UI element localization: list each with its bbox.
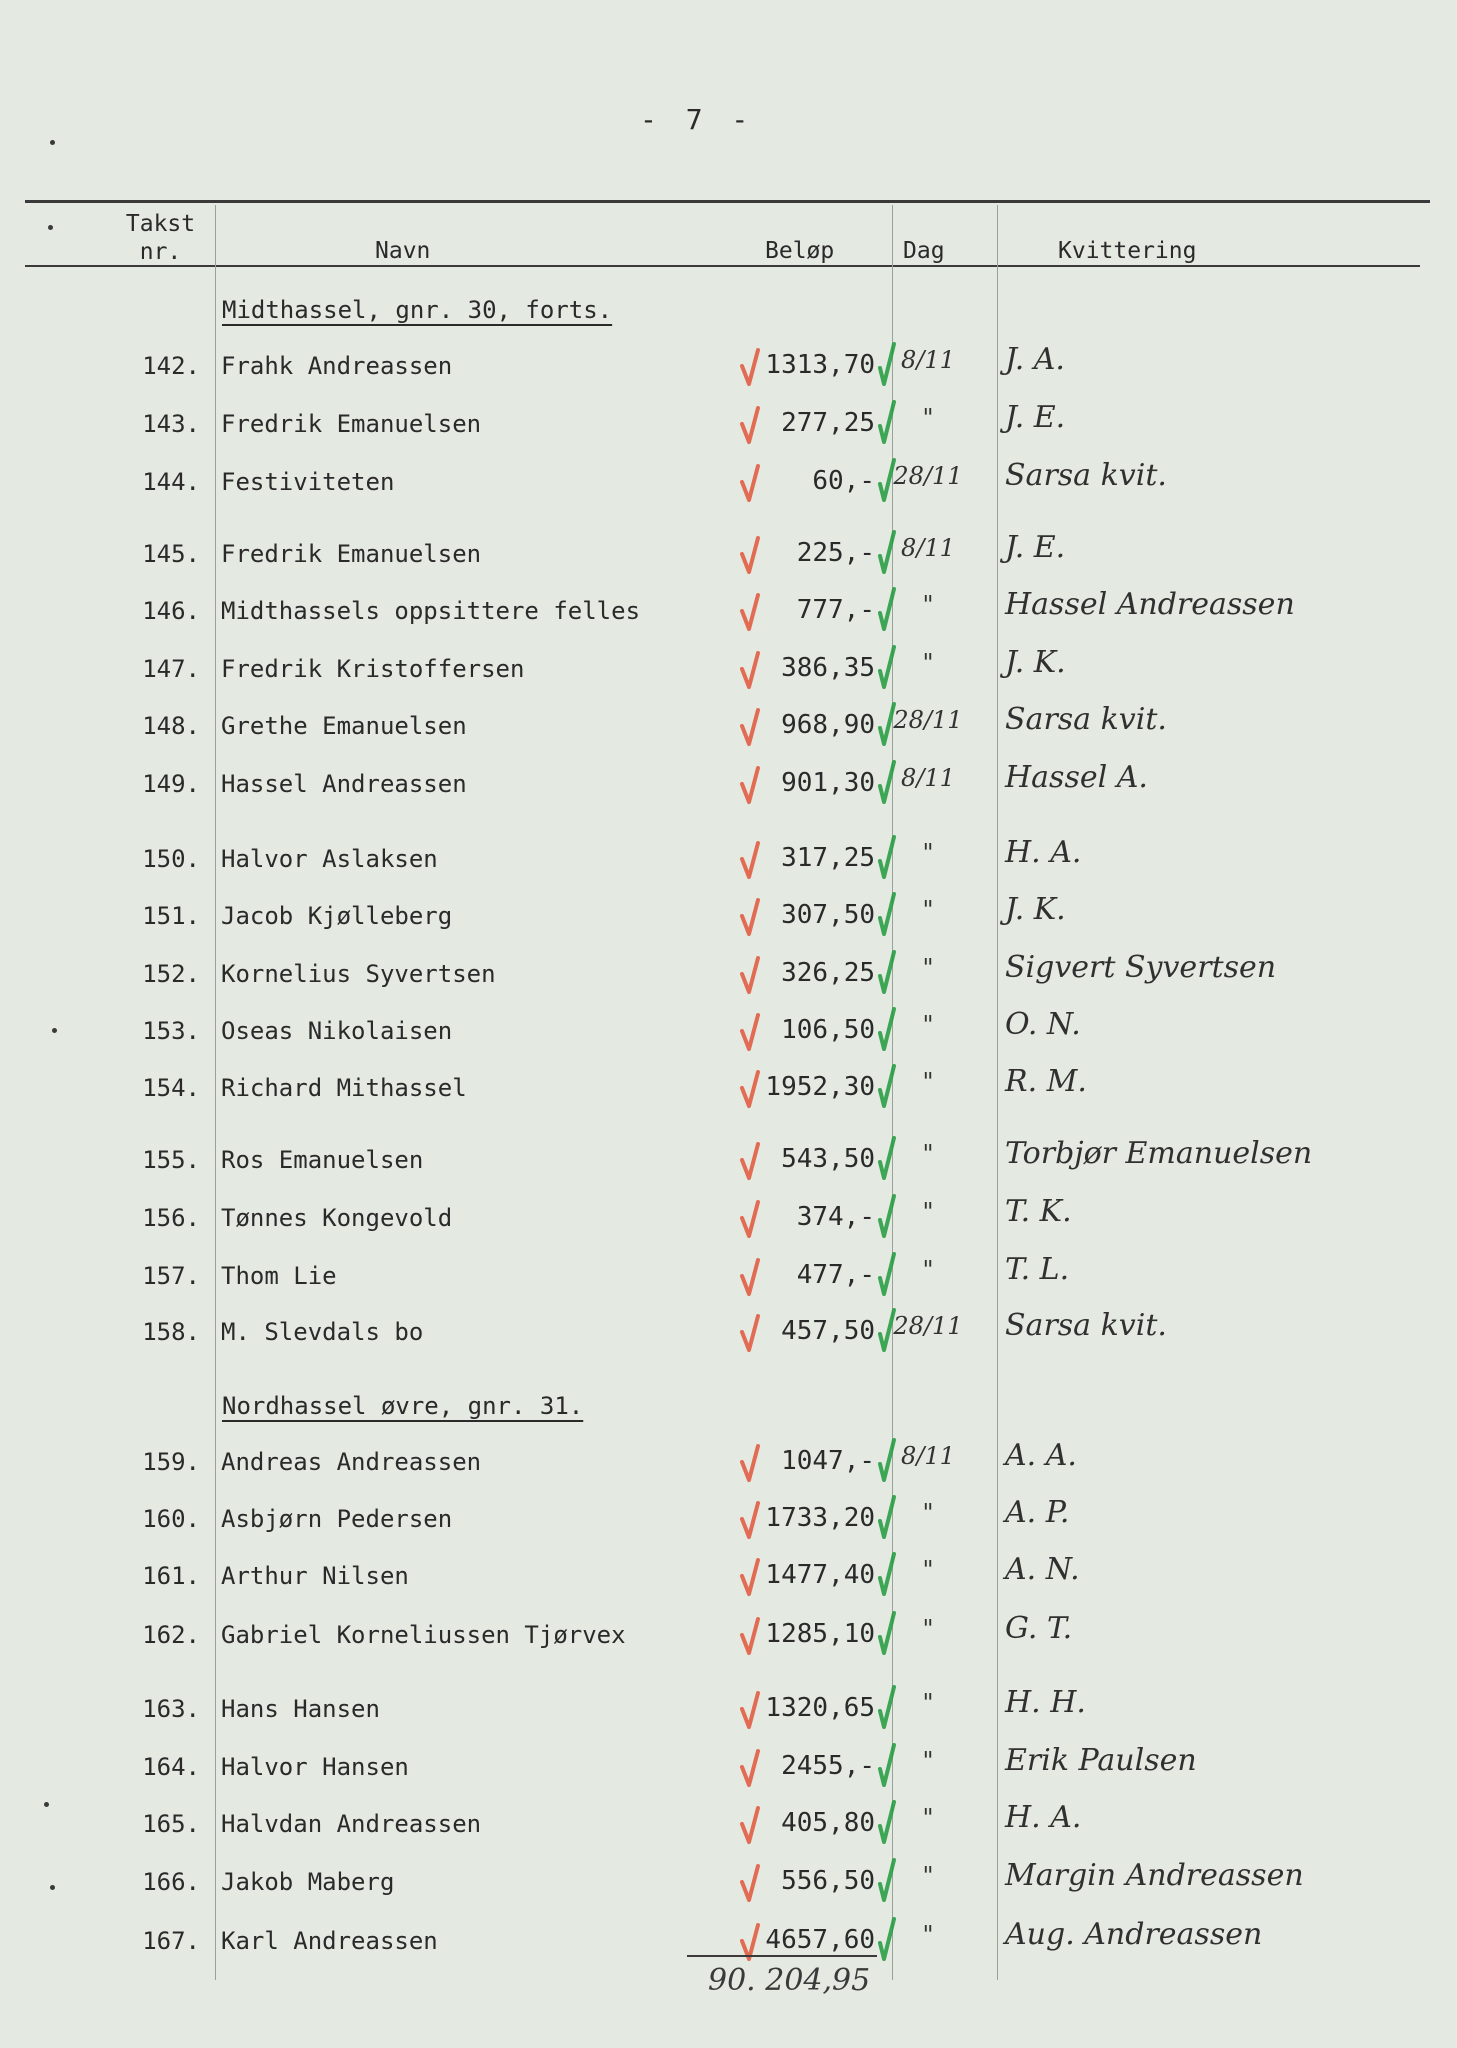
ledger-row xyxy=(0,645,1457,695)
receipt-signature: O. N. xyxy=(1005,1007,1081,1042)
receipt-signature: J. E. xyxy=(1005,530,1066,565)
payment-day: " xyxy=(922,1140,934,1168)
section-title: Nordhassel øvre, gnr. 31. xyxy=(222,1392,584,1420)
amount: 1477,40 xyxy=(765,1560,875,1590)
owner-name: Midthassels oppsittere felles xyxy=(221,597,641,625)
ledger-row xyxy=(0,1438,1457,1488)
takst-number: 147. xyxy=(142,655,200,683)
amount: 374,- xyxy=(796,1202,875,1232)
takst-number: 153. xyxy=(142,1017,200,1045)
payment-day: " xyxy=(922,954,934,982)
owner-name: Fredrik Emanuelsen xyxy=(221,540,482,568)
takst-number: 148. xyxy=(142,712,200,740)
owner-name: Jakob Maberg xyxy=(221,1868,395,1896)
owner-name: Thom Lie xyxy=(221,1262,337,1290)
ledger-row xyxy=(0,1611,1457,1661)
receipt-signature: A. P. xyxy=(1005,1495,1070,1530)
amount: 477,- xyxy=(796,1260,875,1290)
ledger-row xyxy=(0,760,1457,810)
page-number: - 7 - xyxy=(640,103,755,136)
owner-name: Halvor Aslaksen xyxy=(221,845,438,873)
takst-number: 158. xyxy=(142,1318,200,1346)
header-rule xyxy=(25,265,1420,267)
amount: 106,50 xyxy=(781,1015,875,1045)
top-rule xyxy=(25,200,1430,203)
payment-day: " xyxy=(922,1615,934,1643)
ledger-row xyxy=(0,950,1457,1000)
payment-day: 28/11 xyxy=(893,706,963,734)
header-takst: Takst nr. xyxy=(125,211,196,265)
ledger-row xyxy=(0,1136,1457,1186)
owner-name: Fredrik Emanuelsen xyxy=(221,410,482,438)
payment-day: " xyxy=(922,1011,934,1039)
takst-number: 152. xyxy=(142,960,200,988)
amount: 277,25 xyxy=(781,408,875,438)
margin-mark xyxy=(50,140,55,145)
amount: 968,90 xyxy=(781,710,875,740)
amount: 386,35 xyxy=(781,653,875,683)
receipt-signature: Sigvert Syvertsen xyxy=(1005,950,1277,985)
amount: 317,25 xyxy=(781,843,875,873)
amount: 225,- xyxy=(796,538,875,568)
owner-name: Tønnes Kongevold xyxy=(221,1204,453,1232)
ledger-row xyxy=(0,1308,1457,1358)
amount: 556,50 xyxy=(781,1866,875,1896)
payment-day: " xyxy=(922,1804,934,1832)
takst-number: 150. xyxy=(142,845,200,873)
takst-number: 161. xyxy=(142,1562,200,1590)
takst-number: 156. xyxy=(142,1204,200,1232)
payment-day: " xyxy=(922,839,934,867)
margin-mark xyxy=(52,1028,57,1033)
payment-day: " xyxy=(922,1747,934,1775)
owner-name: Arthur Nilsen xyxy=(221,1562,409,1590)
receipt-signature: Sarsa kvit. xyxy=(1005,1308,1167,1343)
ledger-row xyxy=(0,1858,1457,1908)
owner-name: Frahk Andreassen xyxy=(221,352,453,380)
receipt-signature: T. K. xyxy=(1005,1194,1072,1229)
receipt-signature: J. K. xyxy=(1005,645,1066,680)
ledger-row xyxy=(0,1800,1457,1850)
owner-name: Andreas Andreassen xyxy=(221,1448,482,1476)
receipt-signature: J. A. xyxy=(1005,342,1065,377)
owner-name: Festiviteten xyxy=(221,468,395,496)
takst-number: 151. xyxy=(142,902,200,930)
amount: 1733,20 xyxy=(765,1503,875,1533)
ledger-row xyxy=(0,587,1457,637)
owner-name: Halvdan Andreassen xyxy=(221,1810,482,1838)
receipt-signature: A. N. xyxy=(1005,1552,1080,1587)
margin-mark xyxy=(50,1885,55,1890)
amount: 901,30 xyxy=(781,768,875,798)
takst-number: 154. xyxy=(142,1074,200,1102)
amount: 307,50 xyxy=(781,900,875,930)
margin-mark xyxy=(44,1802,49,1807)
ledger-row xyxy=(0,1064,1457,1114)
amount: 405,80 xyxy=(781,1808,875,1838)
owner-name: M. Slevdals bo xyxy=(221,1318,424,1346)
amount: 543,50 xyxy=(781,1144,875,1174)
receipt-signature: Margin Andreassen xyxy=(1005,1858,1304,1893)
owner-name: Ros Emanuelsen xyxy=(221,1146,424,1174)
payment-day: " xyxy=(922,896,934,924)
owner-name: Kornelius Syvertsen xyxy=(221,960,496,988)
takst-number: 160. xyxy=(142,1505,200,1533)
header-belop: Beløp xyxy=(765,238,835,264)
amount: 4657,60 xyxy=(765,1925,875,1955)
payment-day: " xyxy=(922,649,934,677)
takst-number: 155. xyxy=(142,1146,200,1174)
ledger-row xyxy=(0,1917,1457,1967)
receipt-signature: Sarsa kvit. xyxy=(1005,458,1167,493)
takst-number: 167. xyxy=(142,1927,200,1955)
ledger-row xyxy=(0,1194,1457,1244)
takst-number: 149. xyxy=(142,770,200,798)
payment-day: " xyxy=(922,1921,934,1949)
ledger-row xyxy=(0,1252,1457,1302)
owner-name: Halvor Hansen xyxy=(221,1753,409,1781)
owner-name: Karl Andreassen xyxy=(221,1927,438,1955)
header-dag: Dag xyxy=(903,238,945,264)
receipt-signature: J. E. xyxy=(1005,400,1066,435)
ledger-row xyxy=(0,1552,1457,1602)
receipt-signature: Sarsa kvit. xyxy=(1005,702,1167,737)
takst-number: 157. xyxy=(142,1262,200,1290)
takst-number: 144. xyxy=(142,468,200,496)
ledger-row xyxy=(0,835,1457,885)
owner-name: Jacob Kjølleberg xyxy=(221,902,453,930)
ledger-row xyxy=(0,1007,1457,1057)
payment-day: " xyxy=(922,1499,934,1527)
payment-day: 8/11 xyxy=(901,1442,955,1470)
owner-name: Grethe Emanuelsen xyxy=(221,712,467,740)
header-navn: Navn xyxy=(375,238,431,264)
owner-name: Asbjørn Pedersen xyxy=(221,1505,453,1533)
payment-day: 8/11 xyxy=(901,346,955,374)
ledger-row xyxy=(0,1495,1457,1545)
payment-day: " xyxy=(922,404,934,432)
takst-number: 142. xyxy=(142,352,200,380)
ledger-row xyxy=(0,342,1457,392)
amount: 457,50 xyxy=(781,1316,875,1346)
payment-day: 28/11 xyxy=(893,1312,963,1340)
receipt-signature: Hassel Andreassen xyxy=(1005,587,1295,622)
receipt-signature: Aug. Andreassen xyxy=(1005,1917,1263,1952)
takst-number: 159. xyxy=(142,1448,200,1476)
owner-name: Hassel Andreassen xyxy=(221,770,467,798)
receipt-signature: Erik Paulsen xyxy=(1005,1743,1197,1778)
takst-number: 162. xyxy=(142,1621,200,1649)
amount: 777,- xyxy=(796,595,875,625)
receipt-signature: J. K. xyxy=(1005,892,1066,927)
payment-day: 8/11 xyxy=(901,764,955,792)
payment-day: " xyxy=(922,1198,934,1226)
ledger-row xyxy=(0,1743,1457,1793)
takst-number: 164. xyxy=(142,1753,200,1781)
payment-day: 8/11 xyxy=(901,534,955,562)
takst-number: 165. xyxy=(142,1810,200,1838)
ledger-row xyxy=(0,458,1457,508)
receipt-signature: H. A. xyxy=(1005,835,1082,870)
owner-name: Richard Mithassel xyxy=(221,1074,467,1102)
total-rule xyxy=(687,1955,877,1957)
payment-day: " xyxy=(922,1862,934,1890)
amount: 1313,70 xyxy=(765,350,875,380)
payment-day: 28/11 xyxy=(893,462,963,490)
owner-name: Fredrik Kristoffersen xyxy=(221,655,525,683)
takst-number: 143. xyxy=(142,410,200,438)
header-kvittering: Kvittering xyxy=(1058,238,1197,264)
amount: 2455,- xyxy=(781,1751,875,1781)
payment-day: " xyxy=(922,1556,934,1584)
takst-number: 145. xyxy=(142,540,200,568)
receipt-signature: A. A. xyxy=(1005,1438,1077,1473)
receipt-signature: T. L. xyxy=(1005,1252,1070,1287)
amount: 1952,30 xyxy=(765,1072,875,1102)
owner-name: Oseas Nikolaisen xyxy=(221,1017,453,1045)
section-title: Midthassel, gnr. 30, forts. xyxy=(222,296,613,324)
receipt-signature: H. H. xyxy=(1005,1685,1086,1720)
receipt-signature: H. A. xyxy=(1005,1800,1082,1835)
ledger-row xyxy=(0,1685,1457,1735)
owner-name: Hans Hansen xyxy=(221,1695,380,1723)
amount: 1285,10 xyxy=(765,1619,875,1649)
amount: 1320,65 xyxy=(765,1693,875,1723)
amount: 60,- xyxy=(812,466,875,496)
ledger-row xyxy=(0,892,1457,942)
payment-day: " xyxy=(922,1068,934,1096)
margin-mark xyxy=(48,225,53,230)
owner-name: Gabriel Korneliussen Tjørvex xyxy=(221,1621,626,1649)
takst-number: 166. xyxy=(142,1868,200,1896)
ledger-row xyxy=(0,530,1457,580)
receipt-signature: Torbjør Emanuelsen xyxy=(1005,1136,1313,1171)
payment-day: " xyxy=(922,1256,934,1284)
payment-day: " xyxy=(922,591,934,619)
receipt-signature: R. M. xyxy=(1005,1064,1087,1099)
receipt-signature: G. T. xyxy=(1005,1611,1073,1646)
receipt-signature: Hassel A. xyxy=(1005,760,1148,795)
ledger-row xyxy=(0,702,1457,752)
total-amount: 90. 204,95 xyxy=(708,1963,871,1998)
payment-day: " xyxy=(922,1689,934,1717)
takst-number: 146. xyxy=(142,597,200,625)
amount: 1047,- xyxy=(781,1446,875,1476)
takst-number: 163. xyxy=(142,1695,200,1723)
ledger-row xyxy=(0,400,1457,450)
amount: 326,25 xyxy=(781,958,875,988)
